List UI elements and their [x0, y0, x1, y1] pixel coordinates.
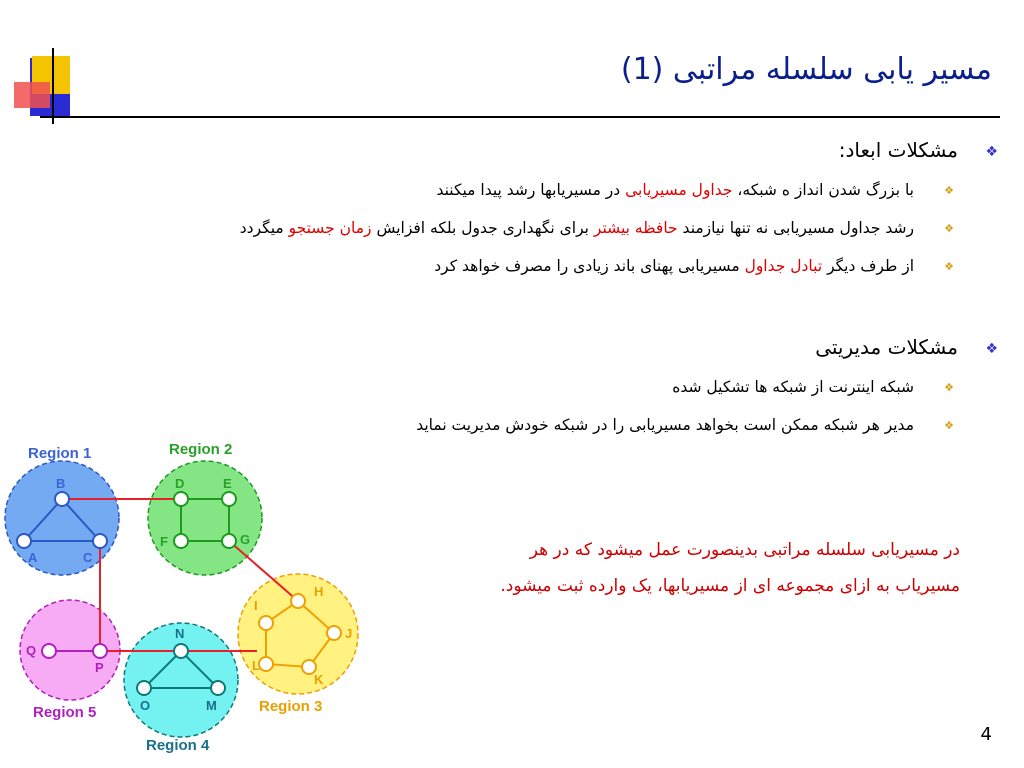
node-label: I	[254, 598, 258, 613]
diamond-bullet-icon: ❖	[985, 341, 998, 357]
node-label: H	[314, 584, 324, 599]
router-node-c	[93, 534, 107, 548]
router-node-b	[55, 492, 69, 506]
slide-logo	[0, 0, 90, 130]
router-node-f	[174, 534, 188, 548]
router-node-n	[174, 644, 188, 658]
node-label: E	[223, 476, 232, 491]
region-label: Region 2	[169, 441, 233, 458]
node-label: O	[140, 698, 151, 713]
node-label: F	[160, 534, 168, 549]
page-number: 4	[980, 724, 992, 745]
section-heading-management: ❖ مشکلات مدیریتی	[815, 335, 998, 359]
region-label: Region 1	[28, 445, 92, 462]
bullet-item: ❖ با بزرگ شدن انداز ه شبکه، جداول مسیریابی در مسیریابها رشد پیدا میکنند	[436, 181, 954, 199]
region-label: Region 4	[146, 737, 210, 754]
diamond-bullet-icon: ❖	[944, 222, 954, 235]
node-label: A	[28, 550, 38, 565]
bullet-item: ❖ شبکه اینترنت از شبکه ها تشکیل شده	[672, 378, 954, 396]
router-node-q	[42, 644, 56, 658]
region-2-area	[148, 461, 262, 575]
router-node-j	[327, 626, 341, 640]
diamond-bullet-icon: ❖	[944, 419, 954, 432]
bullet-item: ❖ رشد جداول مسیریابی نه تنها نیازمند حافظه بیشتر برای نگهداری جدول بلکه افزایش زمان جستجو میگردد	[239, 219, 954, 237]
node-label: J	[345, 626, 353, 641]
note-line-1: در مسیریابی سلسله مراتبی بدینصورت عمل میشود که در هر	[529, 540, 960, 560]
router-node-h	[291, 594, 305, 608]
diamond-bullet-icon: ❖	[944, 260, 954, 273]
node-label: N	[175, 626, 185, 641]
diamond-bullet-icon: ❖	[985, 144, 998, 160]
router-node-i	[259, 616, 273, 630]
router-node-a	[17, 534, 31, 548]
title-rule	[40, 116, 1000, 118]
bullet-item: ❖ مدیر هر شبکه ممکن است بخواهد مسیریابی را در شبکه خودش مدیریت نماید	[416, 416, 954, 434]
node-label: Q	[26, 643, 37, 658]
hierarchical-routing-diagram	[0, 430, 370, 760]
node-label: C	[83, 550, 93, 565]
section-heading-dimension: ❖ مشکلات ابعاد:	[838, 138, 998, 162]
node-label: K	[314, 672, 324, 687]
node-label: L	[252, 658, 260, 673]
router-node-d	[174, 492, 188, 506]
note-line-2: مسیریاب به ازای مجموعه ای از مسیریابها، یک وارده ثبت میشود.	[500, 576, 960, 596]
router-node-p	[93, 644, 107, 658]
logo-red-square	[14, 82, 50, 108]
router-node-g	[222, 534, 236, 548]
router-node-l	[259, 657, 273, 671]
node-label: M	[206, 698, 217, 713]
router-node-o	[137, 681, 151, 695]
node-label: P	[95, 660, 104, 675]
diamond-bullet-icon: ❖	[944, 184, 954, 197]
slide-title: مسیر یابی سلسله مراتبی (1)	[620, 52, 992, 87]
node-label: D	[175, 476, 185, 491]
diamond-bullet-icon: ❖	[944, 381, 954, 394]
node-label: G	[240, 532, 251, 547]
node-label: B	[56, 476, 66, 491]
region-label: Region 5	[33, 704, 97, 721]
router-node-m	[211, 681, 225, 695]
router-node-e	[222, 492, 236, 506]
logo-vertical-line	[52, 48, 54, 124]
region-label: Region 3	[259, 698, 323, 715]
bullet-item: ❖ از طرف دیگر تبادل جداول مسیریابی پهنای باند زیادی را مصرف خواهد کرد	[434, 257, 954, 275]
